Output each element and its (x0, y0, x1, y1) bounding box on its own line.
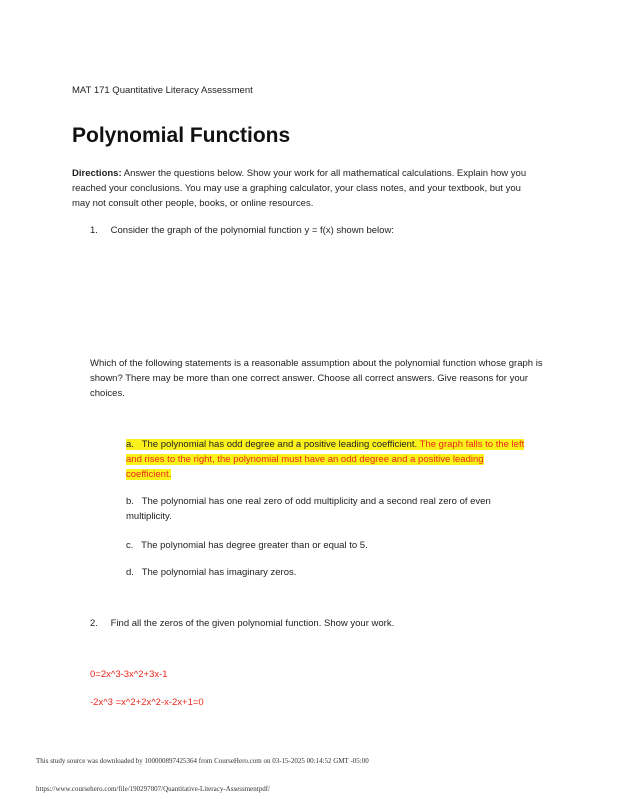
footer-url[interactable]: https://www.coursehero.com/file/190297007/Quantitative-Literacy-Assessmentpdf/ (36, 785, 270, 793)
option-d-letter: d. (126, 567, 134, 578)
option-d-text: The polynomial has imaginary zeros. (141, 567, 297, 578)
option-d (126, 565, 526, 580)
option-c-letter: c. (126, 540, 134, 551)
question-2 (90, 618, 394, 629)
option-b-text: The polynomial has one real zero of odd multiplicity and a second real zero of even multiplicity. (126, 496, 491, 522)
option-c (126, 538, 526, 553)
question-1-number: 1. (90, 225, 98, 236)
option-a-text: The polynomial has odd degree and a positive leading coefficient. (141, 439, 418, 450)
question-1 (90, 225, 394, 236)
directions-paragraph (72, 166, 532, 211)
option-a-letter: a. (126, 439, 134, 450)
question-2-number: 2. (90, 618, 98, 629)
footer-source: This study source was downloaded by 100000897425364 from CourseHero.com on 03-15-2025 00:14:52 GMT -05:00 (36, 757, 369, 765)
course-header: MAT 171 Quantitative Literacy Assessment (72, 85, 253, 96)
option-b-letter: b. (126, 496, 134, 507)
question-2-text: Find all the zeros of the given polynomial function. Show your work. (110, 618, 395, 629)
question-1-prompt: Which of the following statements is a reasonable assumption about the polynomial function whose graph is shown? There may be more than one correct answer. Choose all correct answers. Give reasons for your choices. (90, 358, 543, 399)
option-a-highlight (126, 439, 524, 480)
directions-text: Answer the questions below. Show your work for all mathematical calculations. Explain how you reached your conclusions. You may use a graphing calculator, your class notes, and your textbook, but you may not consult other people, books, or online resources. (72, 168, 527, 209)
option-c-text: The polynomial has degree greater than or equal to 5. (141, 540, 368, 551)
directions-label: Directions: (72, 168, 122, 179)
option-b (126, 494, 526, 524)
work-line-1: 0=2x^3-3x^2+3x-1 (90, 669, 168, 680)
work-line-2: -2x^3 =x^2+2x^2-x-2x+1=0 (90, 697, 204, 708)
page-title: Polynomial Functions (72, 124, 291, 147)
question-1-text: Consider the graph of the polynomial function y = f(x) shown below: (110, 225, 394, 236)
option-a (126, 437, 526, 482)
option-a-answer: The graph falls to the left and rises to the right, the polynomial must have an odd degree and a positive leading coefficient. (126, 439, 525, 480)
